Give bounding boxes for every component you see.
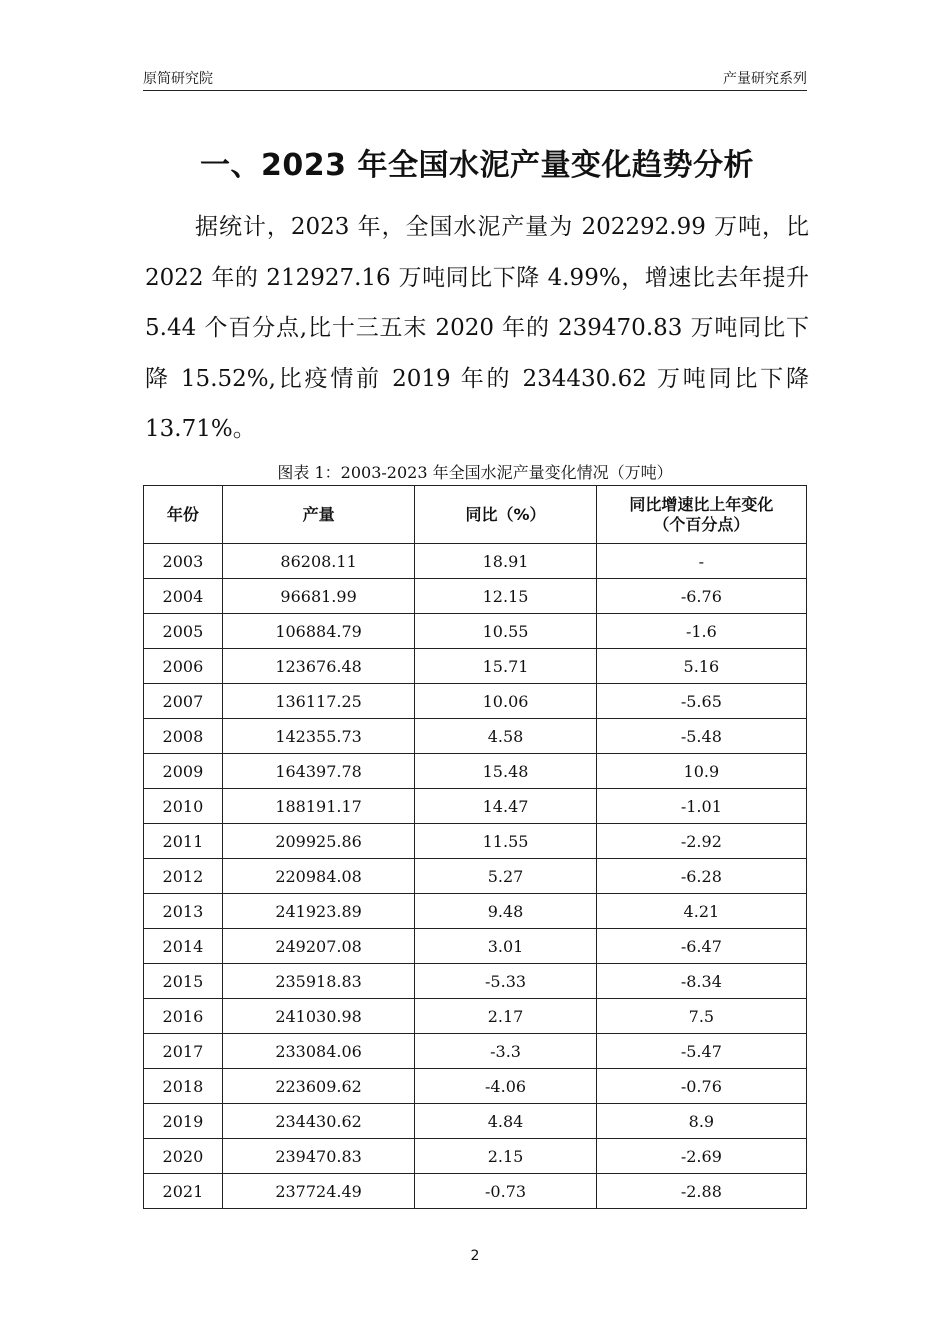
cell-year: 2004 <box>144 579 223 614</box>
cell-change: 4.21 <box>596 894 806 929</box>
cell-year: 2010 <box>144 789 223 824</box>
cell-change: -2.69 <box>596 1139 806 1174</box>
cell-change: -6.47 <box>596 929 806 964</box>
section-title: 一、2023 年全国水泥产量变化趋势分析 <box>200 148 754 183</box>
header-year: 年份 <box>144 486 223 544</box>
table-row <box>144 1069 807 1104</box>
table-row <box>144 824 807 859</box>
cell-output: 249207.08 <box>222 929 415 964</box>
cell-yoy: 18.91 <box>415 544 596 579</box>
cell-output: 241923.89 <box>222 894 415 929</box>
cell-yoy: 9.48 <box>415 894 596 929</box>
table-row <box>144 1034 807 1069</box>
table-row <box>144 859 807 894</box>
page-number: 2 <box>470 1248 480 1264</box>
cell-change: - <box>596 544 806 579</box>
cell-output: 234430.62 <box>222 1104 415 1139</box>
cell-output: 233084.06 <box>222 1034 415 1069</box>
cell-yoy: 10.06 <box>415 684 596 719</box>
cell-yoy: 14.47 <box>415 789 596 824</box>
cell-year: 2009 <box>144 754 223 789</box>
table-body <box>144 544 807 1209</box>
cell-output: 237724.49 <box>222 1174 415 1209</box>
page-header <box>143 64 807 91</box>
cell-change: 5.16 <box>596 649 806 684</box>
cell-year: 2008 <box>144 719 223 754</box>
table-row <box>144 1174 807 1209</box>
table-row <box>144 614 807 649</box>
cell-yoy: -3.3 <box>415 1034 596 1069</box>
cell-change: -6.28 <box>596 859 806 894</box>
table-header-row <box>144 486 807 544</box>
table-row <box>144 999 807 1034</box>
cell-year: 2015 <box>144 964 223 999</box>
table-row <box>144 719 807 754</box>
header-series: 产量研究系列 <box>723 71 807 87</box>
table-row <box>144 964 807 999</box>
cell-change: -2.92 <box>596 824 806 859</box>
cell-change: -5.47 <box>596 1034 806 1069</box>
cell-yoy: 11.55 <box>415 824 596 859</box>
cell-output: 164397.78 <box>222 754 415 789</box>
table-row <box>144 1139 807 1174</box>
table-caption: 图表 1：2003-2023 年全国水泥产量变化情况（万吨） <box>277 463 673 482</box>
cell-year: 2012 <box>144 859 223 894</box>
cell-yoy: 5.27 <box>415 859 596 894</box>
cell-output: 136117.25 <box>222 684 415 719</box>
cell-yoy: 10.55 <box>415 614 596 649</box>
table-row <box>144 544 807 579</box>
cell-year: 2021 <box>144 1174 223 1209</box>
cell-change: -8.34 <box>596 964 806 999</box>
cell-year: 2019 <box>144 1104 223 1139</box>
production-table <box>143 485 807 1209</box>
body-paragraph: 据统计，2023 年，全国水泥产量为 202292.99 万吨，比 2022 年的 212927.16 万吨同比下降 4.99%，增速比去年提升 5.44 个百分点,比十三五末 2020 年的 239470.83 万吨同比下降 15.52%,比疫情前 2019 年的 234430.62 万吨同比下降 13.71%。 <box>145 214 809 442</box>
cell-change: -2.88 <box>596 1174 806 1209</box>
cell-output: 96681.99 <box>222 579 415 614</box>
cell-yoy: 4.84 <box>415 1104 596 1139</box>
table-row <box>144 649 807 684</box>
table-row <box>144 684 807 719</box>
cell-year: 2005 <box>144 614 223 649</box>
cell-output: 188191.17 <box>222 789 415 824</box>
cell-change: -5.65 <box>596 684 806 719</box>
table-row <box>144 789 807 824</box>
cell-output: 239470.83 <box>222 1139 415 1174</box>
cell-change: -6.76 <box>596 579 806 614</box>
cell-change: 8.9 <box>596 1104 806 1139</box>
cell-output: 223609.62 <box>222 1069 415 1104</box>
cell-yoy: 3.01 <box>415 929 596 964</box>
table-row <box>144 1104 807 1139</box>
table-row <box>144 754 807 789</box>
cell-year: 2011 <box>144 824 223 859</box>
header-org: 原简研究院 <box>143 71 213 87</box>
cell-year: 2007 <box>144 684 223 719</box>
cell-change: -1.01 <box>596 789 806 824</box>
cell-output: 123676.48 <box>222 649 415 684</box>
table-row <box>144 894 807 929</box>
cell-change: 7.5 <box>596 999 806 1034</box>
cell-output: 220984.08 <box>222 859 415 894</box>
cell-yoy: 12.15 <box>415 579 596 614</box>
table-row <box>144 579 807 614</box>
cell-yoy: -5.33 <box>415 964 596 999</box>
header-output: 产量 <box>222 486 415 544</box>
cell-yoy: -0.73 <box>415 1174 596 1209</box>
cell-yoy: 2.17 <box>415 999 596 1034</box>
cell-output: 142355.73 <box>222 719 415 754</box>
header-change: 同比增速比上年变化 （个百分点） <box>596 486 806 544</box>
cell-yoy: -4.06 <box>415 1069 596 1104</box>
cell-change: -5.48 <box>596 719 806 754</box>
cell-output: 209925.86 <box>222 824 415 859</box>
cell-yoy: 2.15 <box>415 1139 596 1174</box>
cell-output: 106884.79 <box>222 614 415 649</box>
cell-year: 2017 <box>144 1034 223 1069</box>
cell-year: 2018 <box>144 1069 223 1104</box>
cell-year: 2016 <box>144 999 223 1034</box>
cell-year: 2014 <box>144 929 223 964</box>
cell-output: 235918.83 <box>222 964 415 999</box>
header-yoy: 同比（%） <box>415 486 596 544</box>
table-row <box>144 929 807 964</box>
cell-change: 10.9 <box>596 754 806 789</box>
cell-change: -0.76 <box>596 1069 806 1104</box>
cell-year: 2006 <box>144 649 223 684</box>
cell-output: 241030.98 <box>222 999 415 1034</box>
cell-yoy: 4.58 <box>415 719 596 754</box>
cell-year: 2013 <box>144 894 223 929</box>
cell-change: -1.6 <box>596 614 806 649</box>
cell-year: 2003 <box>144 544 223 579</box>
cell-yoy: 15.71 <box>415 649 596 684</box>
cell-output: 86208.11 <box>222 544 415 579</box>
cell-yoy: 15.48 <box>415 754 596 789</box>
cell-year: 2020 <box>144 1139 223 1174</box>
